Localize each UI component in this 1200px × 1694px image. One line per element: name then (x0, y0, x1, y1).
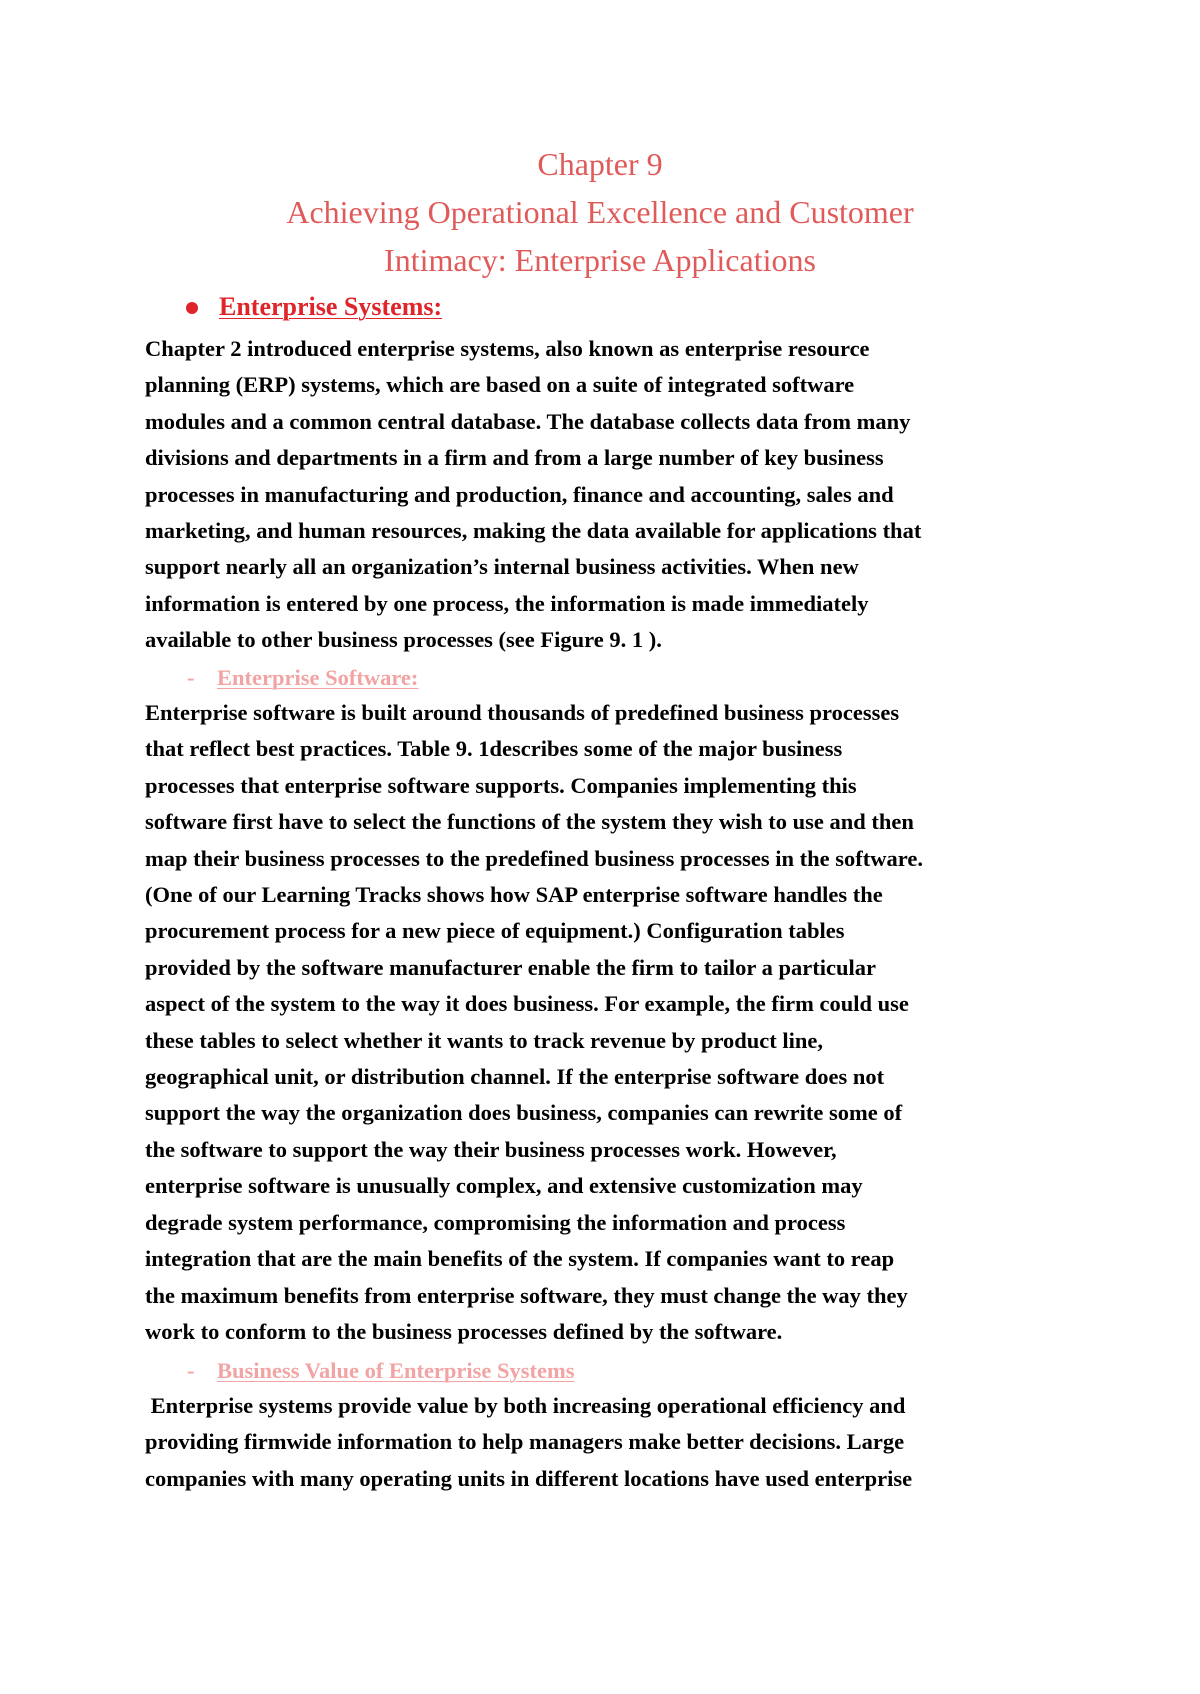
paragraph-line: degrade system performance, compromising the information and process (145, 1209, 846, 1235)
paragraph-line: procurement process for a new piece of equipment.) Configuration tables (145, 918, 845, 944)
paragraph-line: work to conform to the business processes defined by the software. (145, 1318, 783, 1344)
paragraph-line: (One of our Learning Tracks shows how SAP enterprise software handles the (145, 882, 883, 908)
chapter-number: Chapter 9 (537, 146, 663, 182)
paragraph-line: marketing, and human resources, making the data available for applications that (145, 518, 922, 544)
subheading-enterprise-software (187, 661, 418, 695)
section-heading-text: Enterprise Systems: (219, 292, 443, 321)
paragraph-line: planning (ERP) systems, which are based on a suite of integrated software (145, 372, 855, 398)
business-value-paragraph (145, 1388, 1075, 1497)
subheading-business-value (187, 1354, 575, 1388)
paragraph-line: Chapter 2 introduced enterprise systems, also known as enterprise resource (145, 336, 870, 361)
paragraph-line: modules and a common central database. The database collects data from many (145, 408, 911, 434)
paragraph-line: processes that enterprise software supports. Companies implementing this (145, 772, 857, 798)
paragraph-line: that reflect best practices. Table 9. 1describes some of the major business (145, 736, 843, 762)
paragraph-line: companies with many operating units in different locations have used enterprise (145, 1465, 913, 1491)
paragraph-line: processes in manufacturing and production, finance and accounting, sales and (145, 481, 894, 507)
paragraph-line: information is entered by one process, the information is made immediately (145, 590, 869, 616)
enterprise-software-paragraph (145, 695, 1075, 1350)
chapter-title-line-2: Intimacy: Enterprise Applications (384, 242, 816, 278)
paragraph-line: providing firmwide information to help managers make better decisions. Large (145, 1429, 905, 1455)
chapter-title (0, 140, 1200, 284)
paragraph-line: provided by the software manufacturer enable the firm to tailor a particular (145, 954, 876, 980)
dash-marker: - (187, 665, 195, 690)
paragraph-line: these tables to select whether it wants to track revenue by product line, (145, 1027, 824, 1053)
chapter-title-line-1: Achieving Operational Excellence and Customer (286, 194, 914, 230)
dash-marker: - (187, 1358, 195, 1383)
paragraph-line: Enterprise software is built around thousands of predefined business processes (145, 700, 900, 725)
paragraph-line: divisions and departments in a firm and from a large number of key business (145, 445, 884, 471)
paragraph-line: aspect of the system to the way it does business. For example, the firm could use (145, 991, 909, 1017)
paragraph-line: support the way the organization does business, companies can rewrite some of (145, 1100, 903, 1126)
paragraph-line: support nearly all an organization’s internal business activities. When new (145, 554, 859, 580)
paragraph-line: enterprise software is unusually complex, and extensive customization may (145, 1173, 863, 1199)
paragraph-line: Enterprise systems provide value by both increasing operational efficiency and (145, 1393, 906, 1418)
subheading-label: Business Value of Enterprise Systems (217, 1358, 575, 1383)
paragraph-line: software first have to select the functions of the system they wish to use and then (145, 809, 914, 835)
paragraph-line: the software to support the way their business processes work. However, (145, 1136, 837, 1162)
subheading-label: Enterprise Software: (217, 665, 419, 690)
paragraph-line: the maximum benefits from enterprise software, they must change the way they (145, 1282, 908, 1308)
paragraph-line: map their business processes to the predefined business processes in the software. (145, 845, 923, 871)
intro-paragraph (145, 331, 1075, 659)
paragraph-line: integration that are the main benefits of the system. If companies want to reap (145, 1246, 895, 1272)
section-heading (185, 290, 442, 324)
paragraph-line: available to other business processes (see Figure 9. 1 ). (145, 627, 662, 653)
paragraph-line: geographical unit, or distribution channel. If the enterprise software does not (145, 1064, 885, 1090)
